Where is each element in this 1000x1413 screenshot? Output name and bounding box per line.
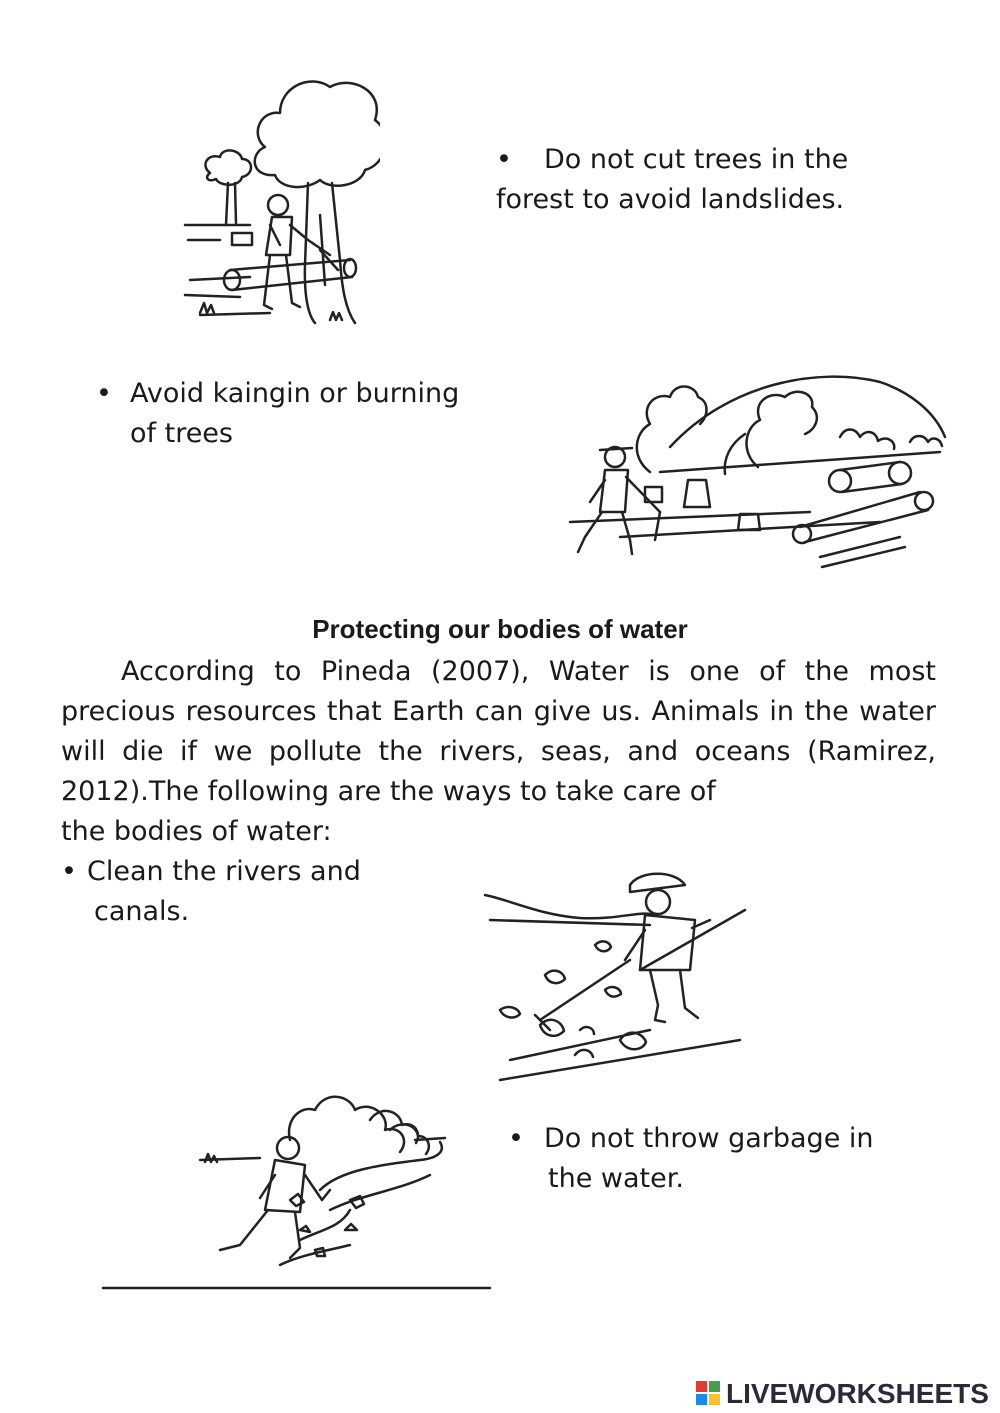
bullet-clean-rivers-line1: Clean the rivers and bbox=[87, 856, 361, 887]
bullet-glyph: • bbox=[61, 856, 77, 887]
garbage-throwing-illustration bbox=[100, 1080, 500, 1295]
bullet-clean-rivers bbox=[61, 852, 361, 932]
bullet-cut-trees-line1: Do not cut trees in the bbox=[544, 144, 849, 175]
section-paragraph bbox=[61, 652, 936, 852]
river-cleaning-illustration bbox=[480, 850, 770, 1085]
section-paragraph-body: According to Pineda (2007), Water is one of the most precious resources that Earth can give us. Animals in the water will die if we pollute the rivers, seas, and oceans (Ramirez, 2012).The following are the ways to take care of bbox=[61, 656, 936, 807]
section-heading: Protecting our bodies of water bbox=[312, 614, 688, 644]
bullet-cut-trees bbox=[496, 140, 848, 220]
bullet-garbage-line1: Do not throw garbage in bbox=[544, 1123, 874, 1154]
liveworksheets-logo-text: LIVEWORKSHEETS bbox=[726, 1378, 989, 1409]
bullet-garbage bbox=[508, 1119, 874, 1199]
bullet-glyph: • bbox=[496, 144, 512, 175]
bullet-glyph: • bbox=[508, 1123, 524, 1154]
bullet-kaingin-line2: of trees bbox=[130, 418, 233, 449]
bullet-cut-trees-line2: forest to avoid landslides. bbox=[496, 184, 845, 215]
liveworksheets-logo bbox=[696, 1379, 989, 1409]
bullet-kaingin bbox=[96, 374, 459, 454]
kaingin-burning-illustration bbox=[560, 362, 950, 572]
bullet-kaingin-line1: Avoid kaingin or burning bbox=[130, 378, 460, 409]
bullet-clean-rivers-line2: canals. bbox=[94, 896, 190, 927]
section-paragraph-last-line: the bodies of water: bbox=[61, 816, 332, 847]
liveworksheets-logo-icon bbox=[696, 1381, 722, 1407]
bullet-garbage-line2: the water. bbox=[548, 1163, 684, 1194]
bullet-glyph: • bbox=[96, 378, 112, 409]
tree-cutting-illustration bbox=[180, 65, 380, 330]
